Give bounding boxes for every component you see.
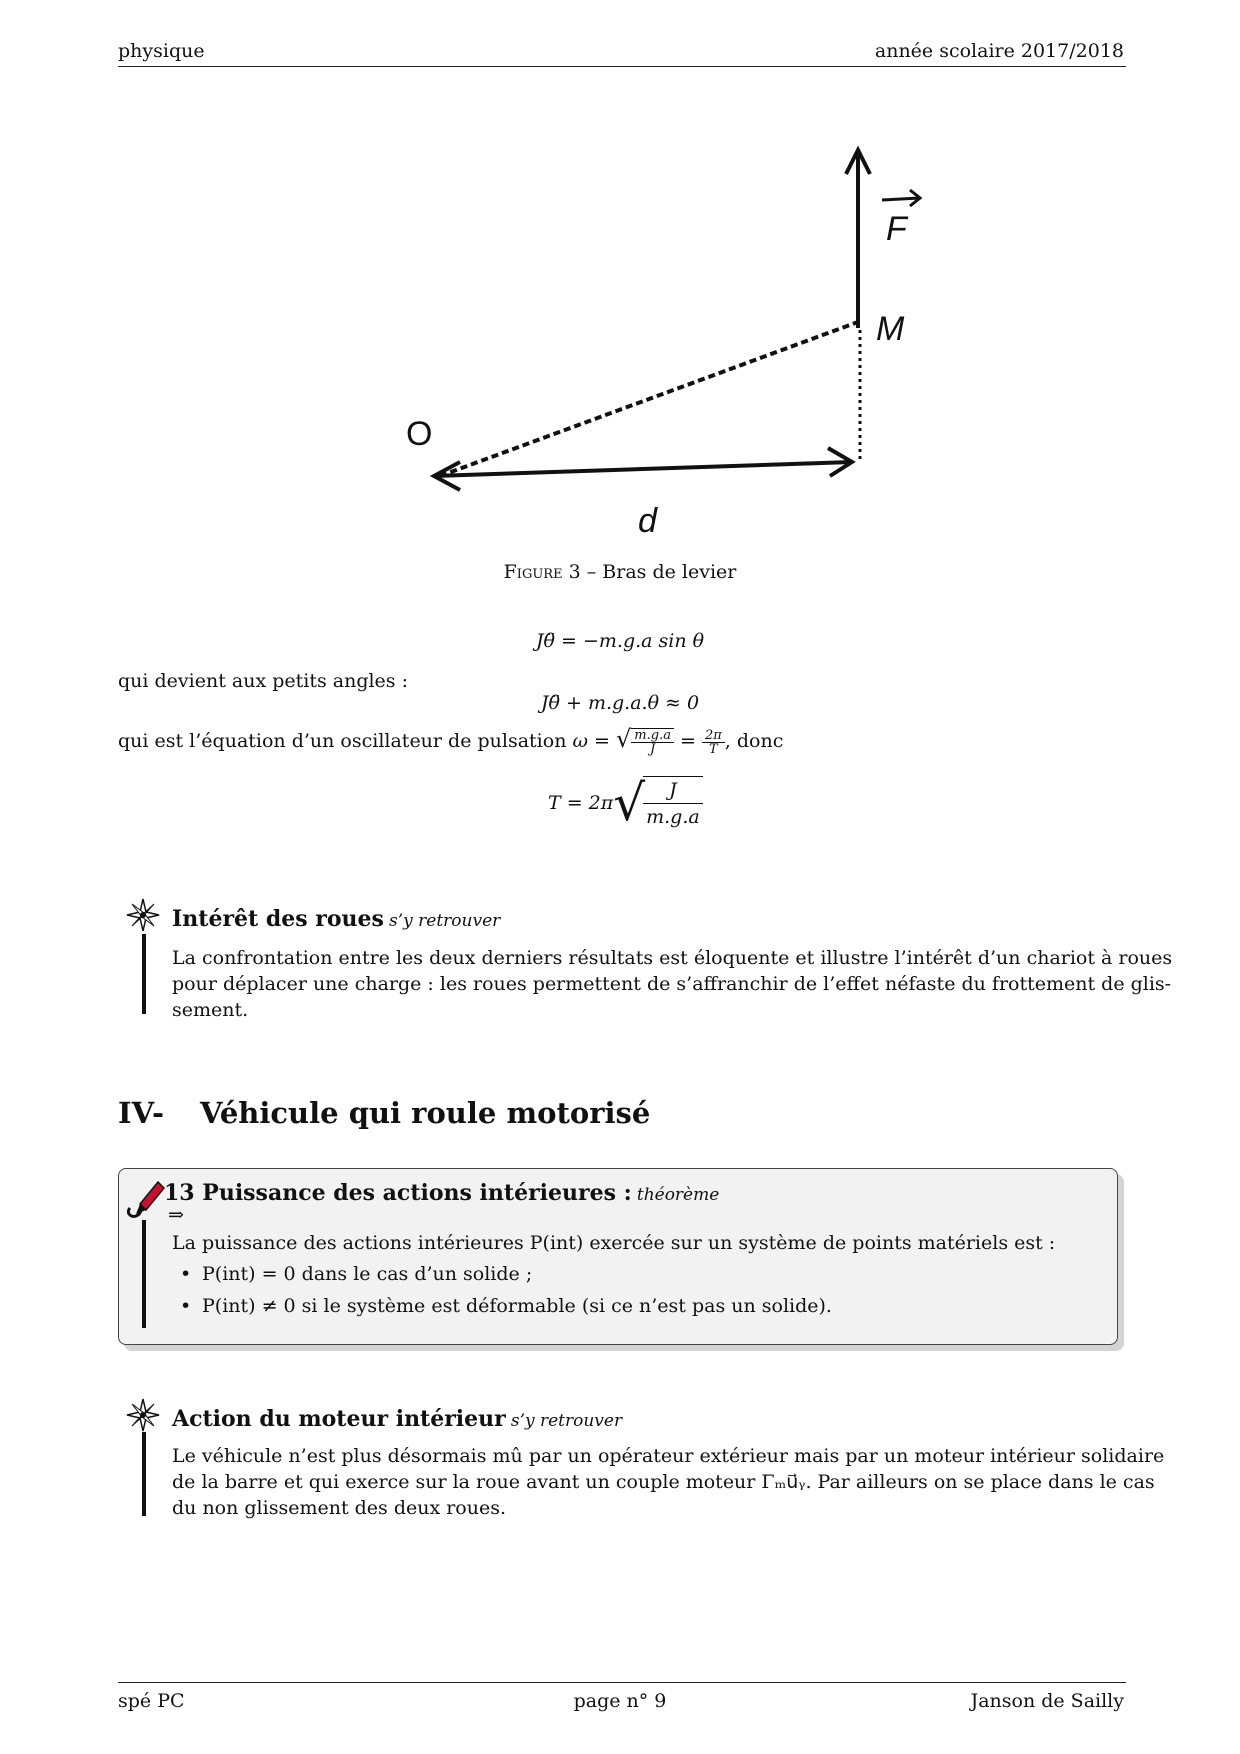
distance-label: d xyxy=(638,502,657,540)
equation-1: Jθ̈ = −m.g.a sin θ xyxy=(535,630,705,652)
theorem-side-bar xyxy=(142,1220,146,1328)
omega-equals: = xyxy=(680,730,696,752)
list-item: • P(int) = 0 dans le cas d’un solide ; xyxy=(172,1258,832,1290)
box2-body xyxy=(172,1443,1164,1521)
omega-denominator-2: T xyxy=(709,741,718,757)
theorem-subtitle: théorème xyxy=(636,1185,720,1205)
figure-caption xyxy=(0,561,1240,583)
box1-subtitle: s’y retrouver xyxy=(389,911,501,931)
compass-rose-icon xyxy=(126,1398,160,1432)
force-label: F xyxy=(886,210,907,248)
box2-heading xyxy=(172,1406,622,1432)
box1-title: Intérêt des roues xyxy=(172,906,384,932)
theorem-heading xyxy=(164,1180,719,1206)
period-fraction xyxy=(643,776,703,830)
header-left: physique xyxy=(118,40,205,62)
section-number: IV- xyxy=(118,1096,164,1130)
text-small-angles: qui devient aux petits angles : xyxy=(118,670,408,692)
box2-subtitle: s’y retrouver xyxy=(510,1411,623,1431)
omega-fraction xyxy=(631,728,674,756)
theorem-title: 13 Puissance des actions intérieures : xyxy=(164,1180,632,1206)
footer-left: spé PC xyxy=(118,1690,185,1712)
omega-denominator: J xyxy=(650,742,656,757)
footer-right: Janson de Sailly xyxy=(970,1690,1124,1712)
f-vector-arrow xyxy=(882,198,920,200)
period-equation xyxy=(548,774,703,832)
header-right: année scolaire 2017/2018 xyxy=(874,40,1124,62)
equation-2: Jθ̈ + m.g.a.θ ≈ 0 xyxy=(540,692,700,714)
omega-fraction-2 xyxy=(702,729,725,756)
pen-icon xyxy=(124,1178,166,1220)
section-title: Véhicule qui roule motorisé xyxy=(200,1096,651,1130)
box1-line: pour déplacer une charge : les roues permettent de s’affranchir de l’effet néfaste du frottement de glis- xyxy=(172,973,1172,995)
pulsation-end: , donc xyxy=(724,730,784,752)
sqrt-sign: √ xyxy=(615,725,632,753)
period-sqrt: √ xyxy=(613,774,646,832)
om-dashed-line xyxy=(440,322,858,476)
period-numerator: J xyxy=(643,777,703,804)
caption-label: Figure 3 xyxy=(503,561,581,583)
box1-line: La confrontation entre les deux derniers résultats est éloquente et illustre l’intérêt d’un chariot à roues xyxy=(172,947,1173,969)
compass-rose-icon xyxy=(126,898,160,932)
box2-line: de la barre et qui exerce sur la roue avant un couple moteur Γₘu⃗ᵧ. Par ailleurs on se place dans le cas xyxy=(172,1471,1155,1493)
distance-arrow xyxy=(434,462,852,476)
theorem-arrow: ⇒ xyxy=(168,1204,184,1226)
period-denominator: m.g.a xyxy=(646,806,700,828)
period-lhs: T = 2π xyxy=(548,792,614,814)
box2-line: du non glissement des deux roues. xyxy=(172,1497,507,1519)
point-o-label: O xyxy=(406,415,433,453)
point-m-label: M xyxy=(876,310,905,348)
omega-numerator-2: 2π xyxy=(702,729,725,743)
pulsation-text: qui est l’équation d’un oscillateur de pulsation xyxy=(118,730,567,752)
box2-title: Action du moteur intérieur xyxy=(172,1406,506,1432)
box2-side-bar xyxy=(142,1432,146,1516)
omega-lhs: ω = xyxy=(572,730,610,752)
box1-body xyxy=(172,945,1172,1023)
box1-side-bar xyxy=(142,934,146,1014)
pulsation-line xyxy=(118,726,783,756)
theorem-list xyxy=(172,1258,832,1322)
footer-rule xyxy=(118,1682,1126,1683)
header-rule xyxy=(118,66,1126,67)
theorem-intro: La puissance des actions intérieures P(int) exercée sur un système de points matériels est : xyxy=(172,1232,1056,1254)
box2-line: Le véhicule n’est plus désormais mû par un opérateur extérieur mais par un moteur intérieur solidaire xyxy=(172,1445,1165,1467)
caption-separator: – xyxy=(586,561,597,583)
footer-page-number: page n° 9 xyxy=(573,1690,667,1712)
list-item: • P(int) ≠ 0 si le système est déformable (si ce n’est pas un solide). xyxy=(172,1290,832,1322)
box1-heading xyxy=(172,906,500,932)
lever-arm-diagram xyxy=(400,140,940,550)
box1-line: sement. xyxy=(172,999,249,1021)
omega-numerator: m.g.a xyxy=(631,729,674,743)
caption-text: Bras de levier xyxy=(602,561,737,583)
